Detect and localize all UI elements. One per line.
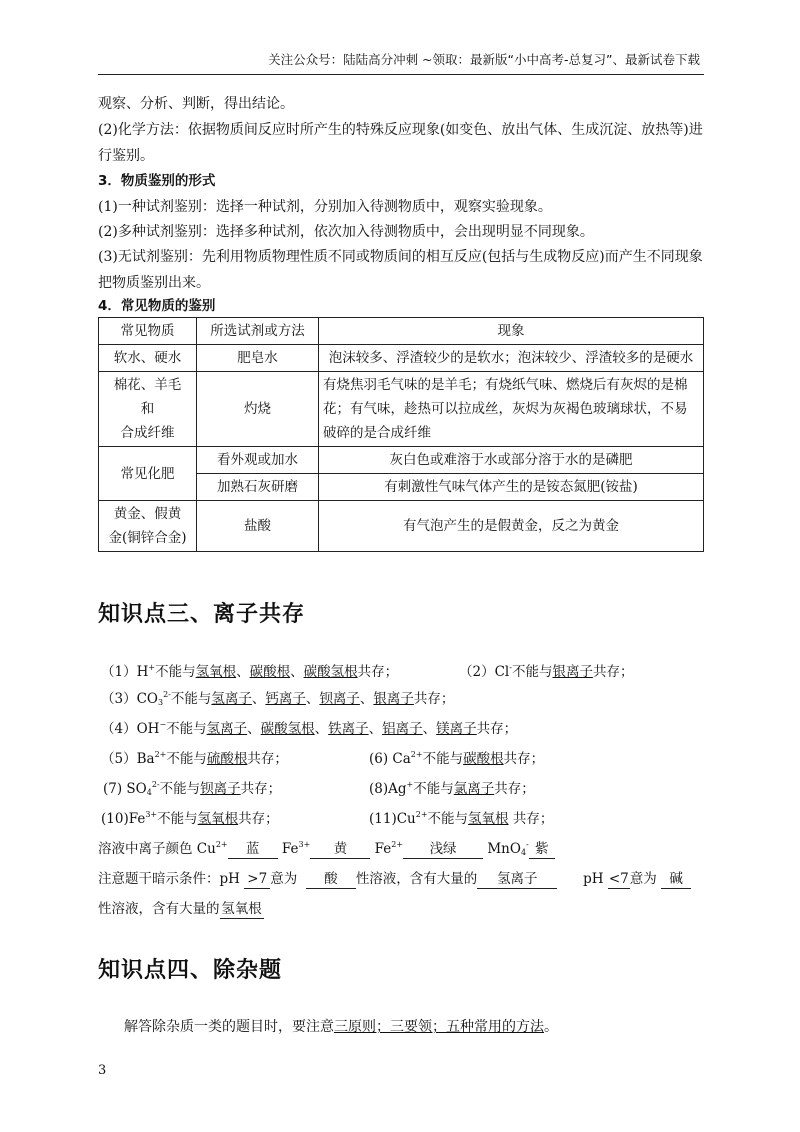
cell-line: 金(铜锌合金) (108, 530, 187, 546)
cell-line: 黄金、假黄 (113, 506, 182, 522)
table-cell: 盐酸 (197, 501, 319, 552)
table-header-row (99, 318, 704, 345)
section-3-item-1: (1)一种试剂鉴别：选择一种试剂，分别加入待测物质中，观察实验现象。 (98, 199, 552, 215)
table-row (99, 345, 704, 372)
heading-ion-coexistence: 知识点三、离子共存 (98, 602, 306, 627)
section-3-title: 3．物质鉴别的形式 (98, 173, 216, 189)
ion-line-7: (7) $SO_4^{2-}$不能与钡离子共存； (103, 780, 282, 797)
ion-line-1: （1）H+不能与氢氧根、碳酸根、碳酸氢根共存； (101, 663, 399, 680)
intro-line-1: 观察、分析、判断，得出结论。 (98, 96, 294, 112)
table-cell: 看外观或加水 (197, 447, 319, 474)
table-cell: 有烧焦羽毛气味的是羊毛；有烧纸气味、燃烧后有灰烬的是棉花；有气味，趁热可以拉成丝，灰烬为灰褐色玻璃球状，不易破碎的是合成纤维 (319, 372, 704, 447)
table-cell: 灰白色或难溶于水或部分溶于水的是磷肥 (319, 447, 704, 474)
cell-line: 棉花、羊毛 (113, 377, 182, 393)
ion-line-10: $(11)Cu^{2+}$不能与氢氧根 共存； (369, 810, 554, 827)
cell-line: 和 (140, 401, 155, 417)
cell-line: 合成纤维 (120, 425, 175, 441)
table-cell: 常见化肥 (99, 447, 197, 501)
ion-line-9: $(10)Fe^{3+}$不能与氢氧根共存； (101, 810, 279, 827)
table-cell: 软水、硬水 (99, 345, 197, 372)
table-cell: 泡沫较多、浮渣较少的是软水；泡沫较少、浮渣较多的是硬水 (319, 345, 704, 372)
section-3-item-2: (2)多种试剂鉴别：选择多种试剂，依次加入待测物质中，会出现明显不同现象。 (98, 224, 594, 240)
section-4-title: 4．常见物质的鉴别 (98, 298, 216, 314)
ion-line-2: （2）Cl-不能与银离子共存； (459, 663, 634, 680)
table-row (99, 447, 704, 474)
intro-line-2: (2)化学方法：依据物质间反应时所产生的特殊反应现象(如变色、放出气体、生成沉淀、放热等)进行鉴别。 (98, 122, 703, 164)
table-row (99, 501, 704, 552)
table-header-cell: 现象 (319, 318, 704, 345)
page-header: 关注公众号：陆陆高分冲刺 ~领取：最新版“小中高考-总复习”、最新试卷下载 (268, 52, 700, 67)
ion-line-3: $(3)CO_3^{2-}$不能与氢离子、钙离子、钡离子、银离子共存； (101, 690, 455, 707)
ion-colors-line: 溶液中离子颜色 $Cu^{2+}$ 蓝 $Fe^{3+}$ 黄 $Fe^{2+}$ 浅绿 MnO$_4$- 紫 (98, 838, 555, 860)
section-3-item-3: (3)无试剂鉴别：先利用物质物理性质不同或物质间的相互反应(包括与生成物反应)而产生不同现象把物质鉴别出来。 (98, 249, 703, 291)
table-cell: 加熟石灰研磨 (197, 474, 319, 501)
table-cell: 肥皂水 (197, 345, 319, 372)
table-cell: 有刺激性气味气体产生的是铵态氮肥(铵盐) (319, 474, 704, 501)
identification-table (98, 317, 704, 552)
table-cell (99, 372, 197, 447)
table-row (99, 372, 704, 447)
table-cell (99, 501, 197, 552)
table-header-cell: 所选试剂或方法 (197, 318, 319, 345)
ion-line-5: $(5)Ba^{2+}$不能与硫酸根共存； (101, 750, 288, 767)
ion-line-6: (6) $Ca^{2+}$不能与碳酸根共存； (369, 750, 545, 767)
ph-line-1: 注意题干暗示条件：pH >7 意为 酸 性溶液，含有大量的 氢离子 pH <7意为 碱 (98, 868, 691, 890)
ph-line-2: 性溶液，含有大量的 氢氧根 (98, 901, 262, 917)
heading-impurity-removal: 知识点四、除杂题 (98, 958, 283, 983)
impurity-line: 解答除杂质一类的题目时，要注意三原则；三要领；五种常用的方法。 (124, 1019, 558, 1035)
table-cell: 有气泡产生的是假黄金，反之为黄金 (319, 501, 704, 552)
table-cell: 灼烧 (197, 372, 319, 447)
header-rule (98, 74, 704, 75)
page-number: 3 (98, 1063, 107, 1078)
table-header-cell: 常见物质 (99, 318, 197, 345)
ion-line-8: (8)Ag+不能与氯离子共存； (369, 780, 535, 797)
ion-line-4: （4）OH−不能与氢离子、碳酸氢根、铁离子、铝离子、镁离子共存； (101, 720, 518, 737)
